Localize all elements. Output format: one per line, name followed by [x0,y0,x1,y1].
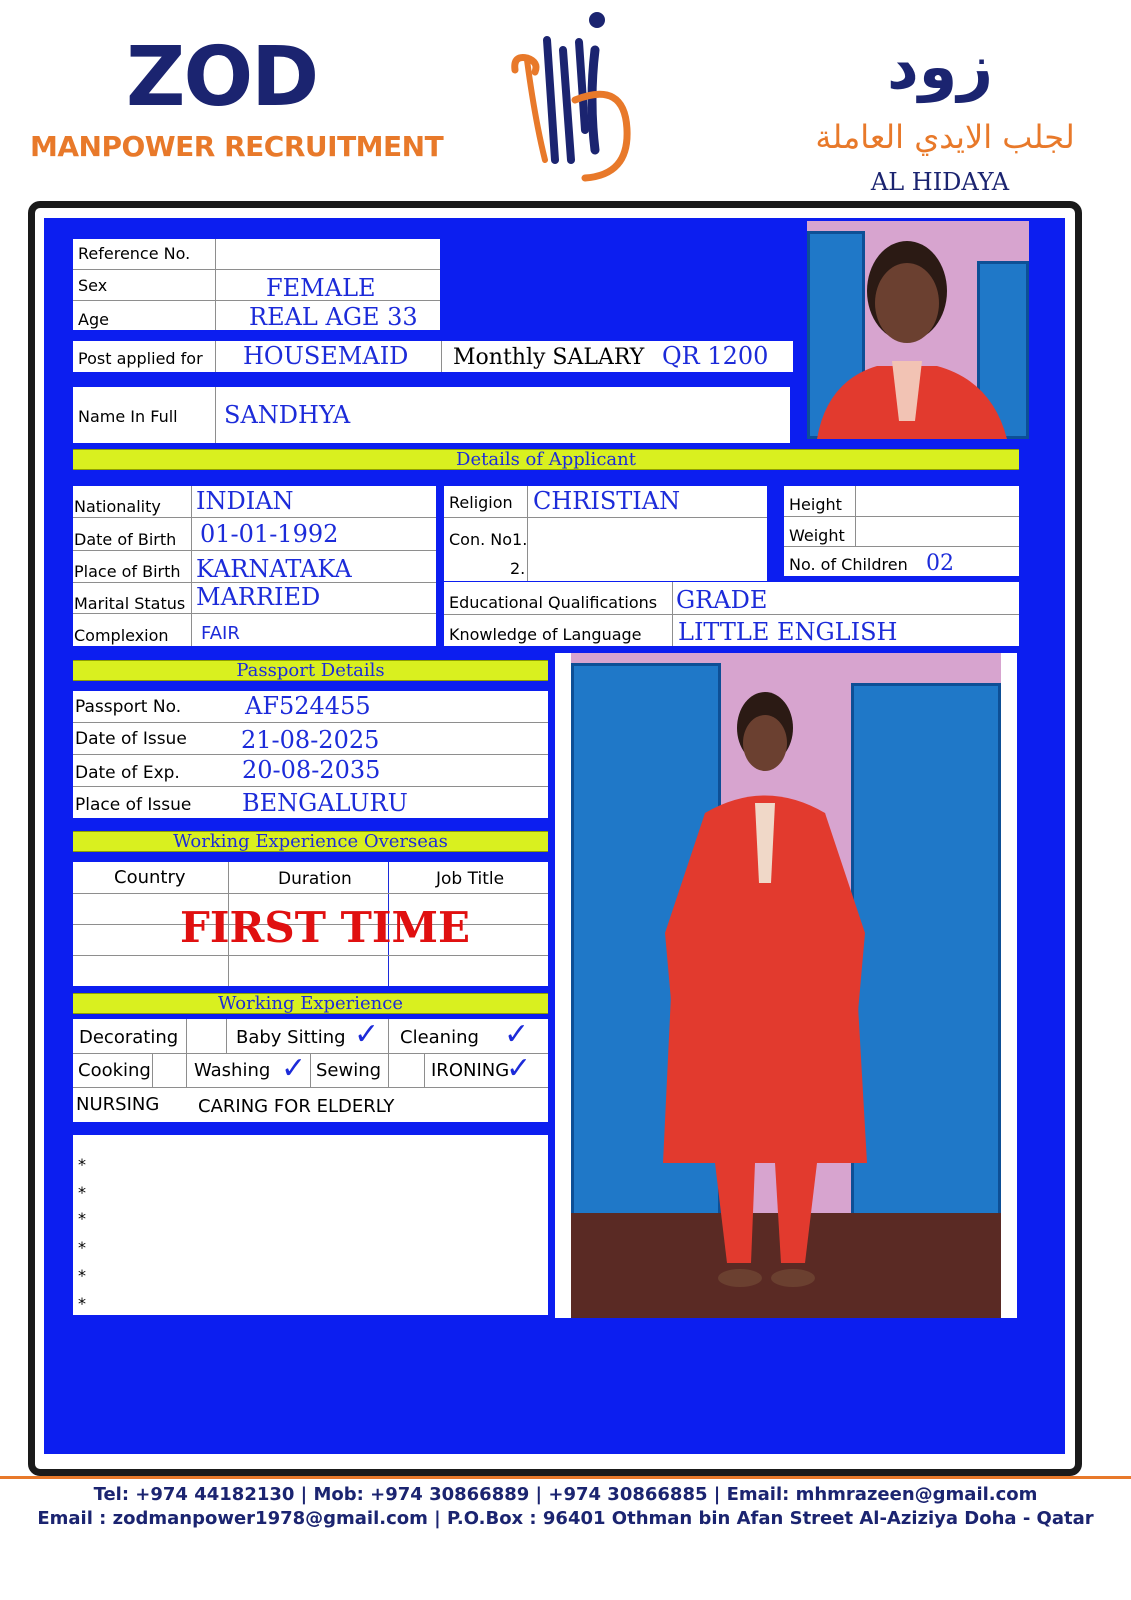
note-bullet-6: * [78,1294,86,1313]
washing-check-icon: ✓ [281,1051,307,1086]
age-label: Age [78,310,109,329]
language-label: Knowledge of Language [449,625,642,644]
skill-washing: Washing [194,1060,271,1081]
details-section-header: Details of Applicant [73,449,1019,470]
passport-place-value: BENGALURU [242,789,408,817]
brand-logo-text: ZOD [126,30,318,125]
footer-address-line: Email : zodmanpower1978@gmail.com | P.O.Box : 96401 Othman bin Afan Street Al-Aziziya Doha - Qatar [37,1508,1094,1529]
skill-caring-elderly: CARING FOR ELDERLY [198,1096,395,1117]
dob-value: 01-01-1992 [200,520,339,548]
applicant-full-body-photo [555,653,1017,1318]
skill-sewing: Sewing [316,1060,382,1081]
note-bullet-4: * [78,1238,86,1257]
name-row [73,387,790,443]
religion-value: CHRISTIAN [533,487,681,515]
language-value: LITTLE ENGLISH [678,618,898,646]
marital-label: Marital Status [74,594,186,613]
name-label: Name In Full [78,407,178,426]
overseas-col-country: Country [114,867,186,888]
name-value: SANDHYA [224,401,351,429]
overseas-section-header: Working Experience Overseas [73,831,548,852]
reference-label: Reference No. [78,244,191,263]
post-label: Post applied for [78,349,203,368]
applicant-portrait-photo [807,221,1029,439]
education-value: GRADE [676,586,768,614]
cleaning-check-icon: ✓ [504,1017,530,1052]
overseas-col-job-title: Job Title [436,869,505,889]
note-bullet-2: * [78,1183,86,1202]
height-label: Height [789,495,842,514]
con2-label: 2. [510,559,526,578]
skill-baby-sitting: Baby Sitting [236,1027,346,1048]
footer-rule [0,1476,1131,1479]
sex-value: FEMALE [266,274,376,302]
company-emblem-icon [505,10,645,185]
weight-label: Weight [789,526,845,545]
con1-label: Con. No1. [449,530,528,549]
sex-label: Sex [78,276,108,295]
passport-section-header: Passport Details [73,660,548,681]
religion-label: Religion [449,493,513,512]
note-bullet-1: * [78,1155,86,1174]
salary-value: QR 1200 [662,342,769,370]
note-bullet-5: * [78,1266,86,1285]
marital-value: MARRIED [196,583,321,611]
overseas-col-duration: Duration [278,869,352,889]
complexion-label: Complexion [74,626,169,645]
passport-no-value: AF524455 [245,692,371,720]
passport-no-label: Passport No. [75,697,182,717]
passport-place-label: Place of Issue [75,795,192,815]
dob-label: Date of Birth [74,530,177,549]
skill-cleaning: Cleaning [400,1027,479,1048]
baby-sitting-check-icon: ✓ [354,1017,380,1052]
passport-exp-value: 20-08-2035 [242,756,381,784]
passport-issue-label: Date of Issue [75,729,187,749]
education-label: Educational Qualifications [449,593,658,612]
pob-label: Place of Birth [74,562,181,581]
experience-section-header: Working Experience [73,993,548,1014]
skill-decorating: Decorating [79,1027,179,1048]
pob-value: KARNATAKA [196,555,352,583]
nationality-label: Nationality [74,497,161,516]
children-label: No. of Children [789,555,908,574]
arabic-subtitle: لجلب الايدي العاملة [815,118,1075,156]
footer-contact-line: Tel: +974 44182130 | Mob: +974 30866889 | +974 30866885 | Email: mhmrazeen@gmail.com [93,1484,1038,1505]
arabic-brand-logo: زود [886,30,994,103]
al-hidaya-text: AL HIDAYA [870,168,1010,196]
post-value: HOUSEMAID [243,342,409,370]
skill-nursing: NURSING [76,1094,160,1115]
passport-exp-label: Date of Exp. [75,763,180,783]
complexion-value: FAIR [201,623,240,644]
nationality-value: INDIAN [196,487,294,515]
brand-subtitle: MANPOWER RECRUITMENT [30,130,444,163]
notes-box [73,1135,548,1315]
skill-ironing: IRONING [431,1060,510,1081]
skill-cooking: Cooking [78,1060,151,1081]
passport-issue-value: 21-08-2025 [241,726,380,754]
ironing-check-icon: ✓ [506,1051,532,1086]
first-time-stamp: FIRST TIME [180,903,470,952]
age-value: REAL AGE 33 [249,303,418,331]
salary-label: Monthly SALARY [453,345,645,370]
children-value: 02 [926,551,954,576]
note-bullet-3: * [78,1209,86,1228]
